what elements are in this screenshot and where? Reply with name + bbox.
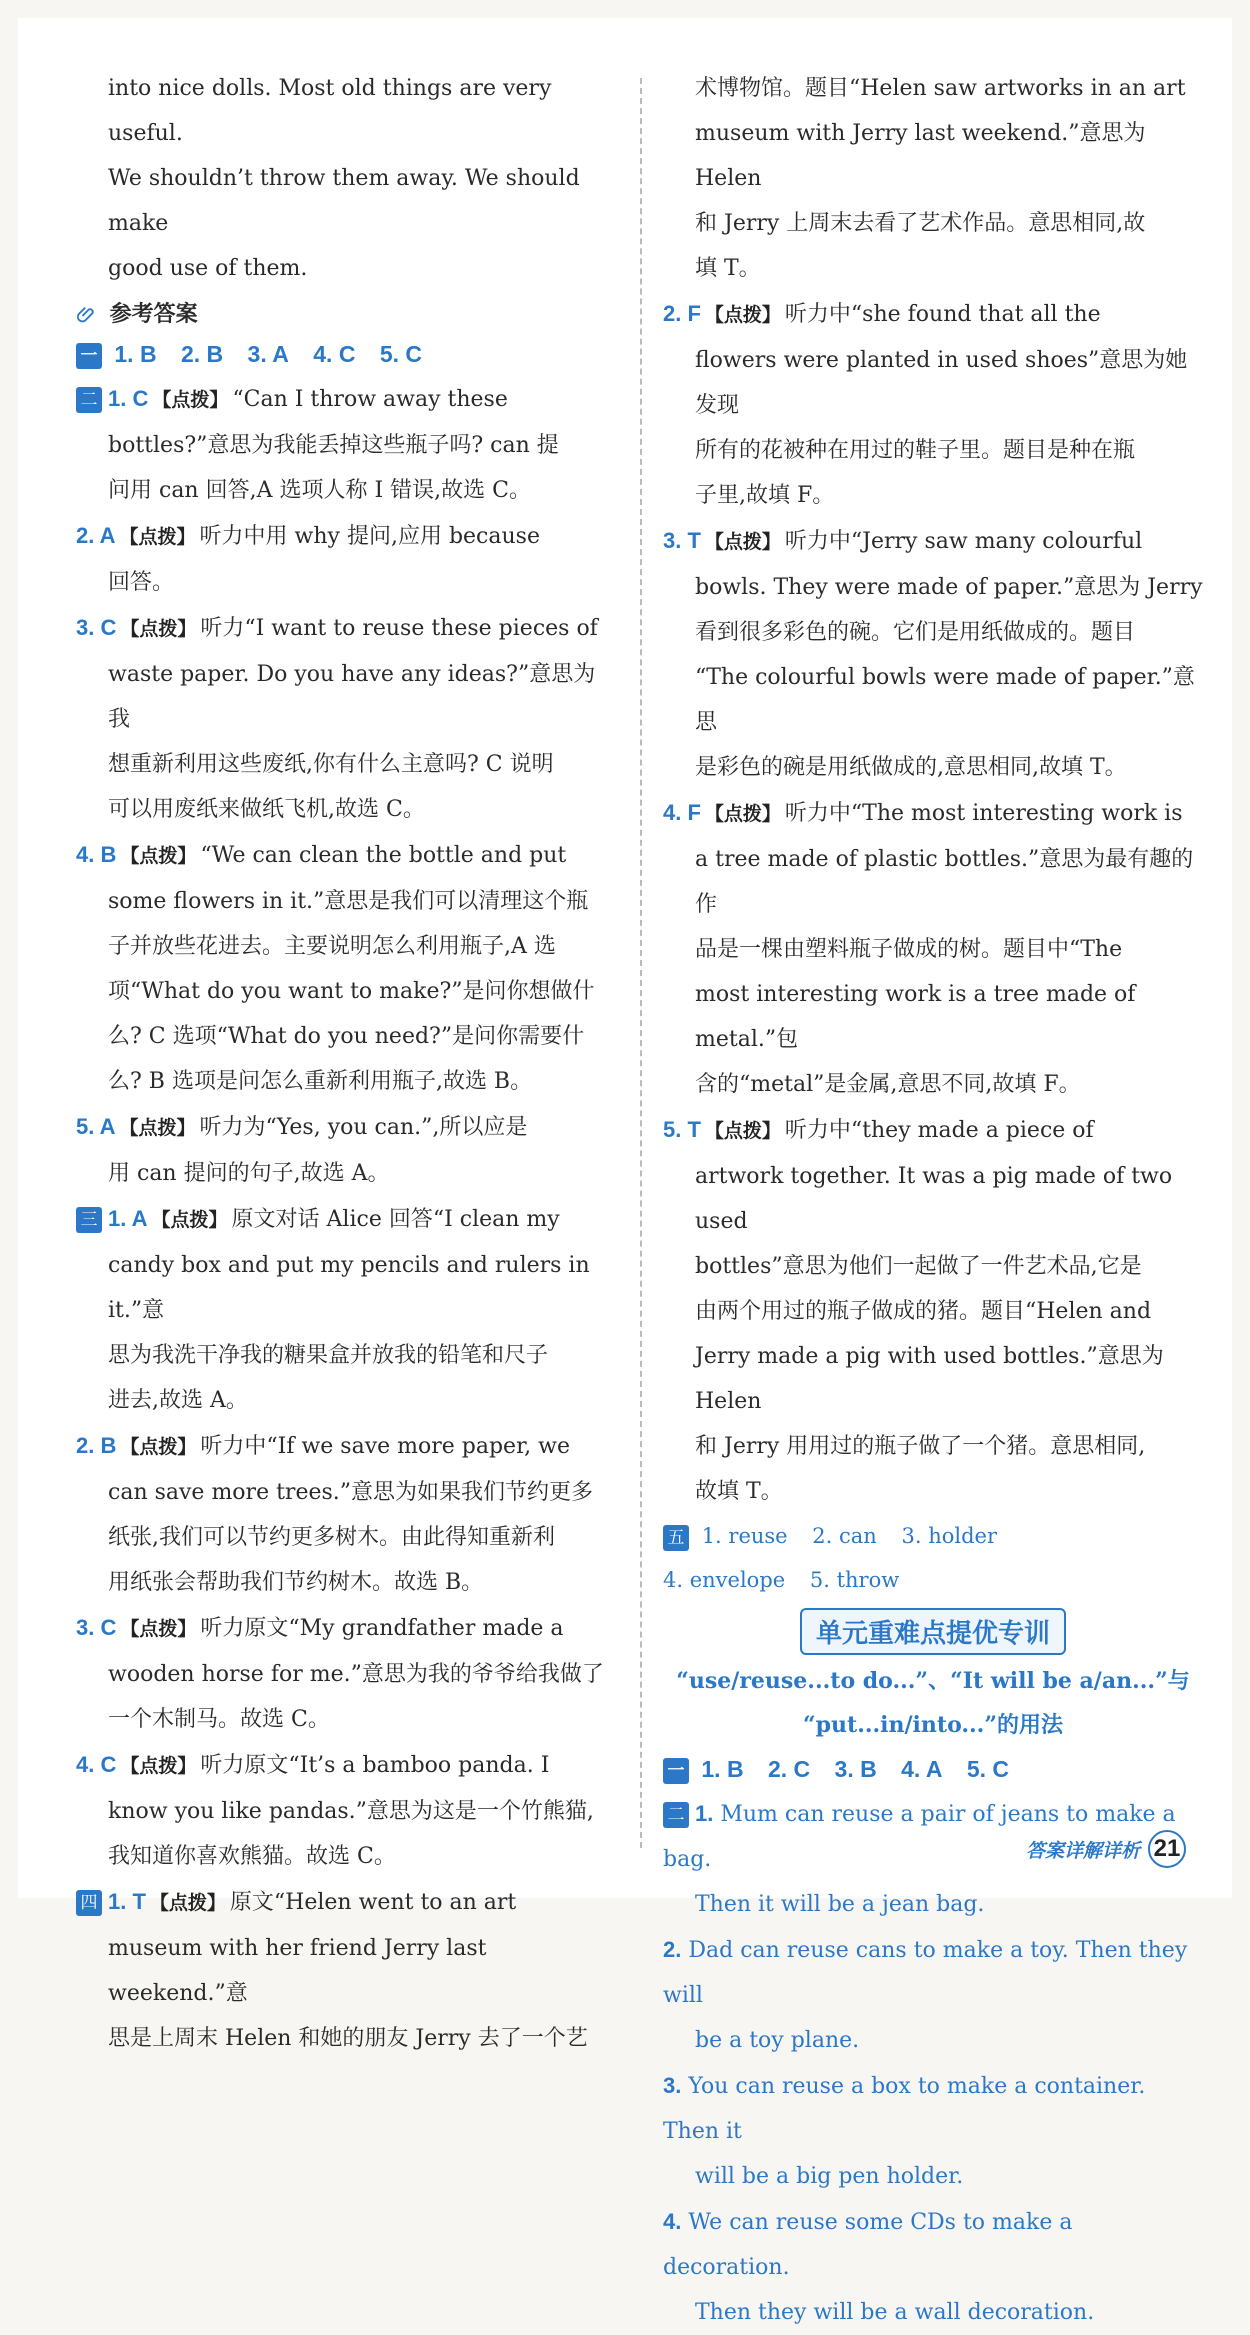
hint-tag: 【点拨】: [120, 1618, 197, 1640]
item-line: be a toy plane.: [695, 2028, 860, 2053]
item-line: can save more trees.”意思为如果我们节约更多: [108, 1480, 594, 1505]
item-number: 1. T: [108, 1889, 146, 1914]
special-training-title-text: 单元重难点提优专训: [800, 1608, 1066, 1655]
item-line: will be a big pen holder.: [695, 2164, 964, 2189]
item-line: 听力原文“It’s a bamboo panda. I: [200, 1753, 550, 1778]
hint-tag: 【点拨】: [152, 389, 229, 411]
item-line: wooden horse for me.”意思为我的爷爷给我做了: [108, 1662, 604, 1687]
item-line: 么? C 选项“What do you need?”是问你需要什: [108, 1024, 585, 1049]
item-line: bowls. They were made of paper.”意思为 Jerry: [695, 575, 1203, 600]
item-line: “We can clean the bottle and put: [200, 843, 567, 868]
item-line: 项“What do you want to make?”是问你想做什: [108, 979, 595, 1004]
answer: 2. B: [180, 341, 224, 367]
item-number: 1. C: [108, 386, 149, 411]
section-2: [76, 376, 616, 1196]
reference-answers-title: 参考答案: [109, 302, 198, 327]
special-training-title: [663, 1608, 1203, 1655]
answer: 1. reuse: [701, 1524, 788, 1548]
item-number: 4. C: [76, 1752, 117, 1777]
item-line: 听力中“If we save more paper, we: [200, 1434, 571, 1459]
item-line: You can reuse a box to make a container. Then it: [663, 2074, 1146, 2144]
paperclip-icon: [76, 304, 98, 326]
answer: 4. C: [313, 341, 356, 367]
reference-answers-heading: [76, 297, 616, 328]
item-line: 听力“I want to reuse these pieces of: [200, 616, 598, 641]
item-number: 3.: [663, 2073, 682, 2098]
section-badge: 一: [663, 1758, 689, 1784]
special-subtitle-line-2: “put...in/into...”的用法: [803, 1712, 1063, 1738]
answer: 1. B: [701, 1756, 744, 1782]
left-column: [76, 66, 616, 2061]
item-line: 想重新利用这些废纸,你有什么主意吗? C 说明: [108, 752, 554, 777]
answer: 3. A: [247, 341, 289, 367]
item-line: We can reuse some CDs to make a decoration.: [663, 2210, 1073, 2280]
item-line: some flowers in it.”意思是我们可以清理这个瓶: [108, 889, 589, 914]
item-number: 3. C: [76, 1615, 117, 1640]
item-line: “Can I throw away these: [232, 387, 508, 412]
item-line: 原文“Helen went to an art: [229, 1890, 517, 1915]
hint-tag: 【点拨】: [704, 803, 781, 825]
special-subtitle-line-1: “use/reuse...to do...”、“It will be a/an...”与: [676, 1668, 1190, 1694]
hint-tag: 【点拨】: [120, 1436, 197, 1458]
page: [18, 18, 1232, 2325]
item-line: candy box and put my pencils and rulers in it.”意: [108, 1253, 590, 1323]
answer: 3. B: [834, 1756, 877, 1782]
item-line: 填 T。: [695, 256, 761, 281]
item-line: 品是一棵由塑料瓶子做成的树。题目中“The: [695, 937, 1123, 962]
answer: 2. C: [767, 1756, 811, 1782]
item-number: 2. F: [663, 301, 701, 326]
item-line: Then they will be a wall decoration.: [695, 2300, 1095, 2325]
item-line: 问用 can 回答,A 选项人称 I 错误,故选 C。: [108, 478, 531, 503]
item-line: 用纸张会帮助我们节约树木。故选 B。: [108, 1570, 484, 1595]
item-line: Mum can reuse a pair of jeans to make a bag.: [663, 1802, 1176, 1872]
section-1-answers: [76, 332, 616, 376]
item-line: 子里,故填 F。: [695, 483, 835, 508]
item-line: 思是上周末 Helen 和她的朋友 Jerry 去了一个艺: [108, 2026, 588, 2051]
item-line: 和 Jerry 用用过的瓶子做了一个猪。意思相同,: [695, 1434, 1146, 1459]
answer: 2. can: [812, 1524, 877, 1548]
answer: 5. throw: [809, 1568, 900, 1592]
footer-label: 答案详解详析: [1025, 1839, 1140, 1862]
item-line: 所有的花被种在用过的鞋子里。题目是种在瓶: [695, 438, 1136, 463]
item-line: Then it will be a jean bag.: [695, 1892, 985, 1917]
item-line: museum with Jerry last weekend.”意思为 Helen: [695, 121, 1146, 191]
item-line: 由两个用过的瓶子做成的猪。题目“Helen and: [695, 1299, 1152, 1324]
hint-tag: 【点拨】: [119, 1117, 196, 1139]
intro-line: into nice dolls. Most old things are very useful.: [108, 76, 552, 146]
item-line: a tree made of plastic bottles.”意思为最有趣的作: [695, 847, 1194, 917]
item-line: Jerry made a pig with used bottles.”意思为 Helen: [695, 1344, 1164, 1414]
item-line: 听力中“The most interesting work is: [784, 801, 1183, 826]
section-4: [76, 1879, 616, 2061]
right-column: [663, 66, 1203, 2335]
section-5-answers: [663, 1514, 1203, 1558]
item-line: know you like pandas.”意思为这是一个竹熊猫,: [108, 1799, 594, 1824]
hint-tag: 【点拨】: [119, 526, 196, 548]
answer: 4. envelope: [663, 1568, 786, 1592]
item-line: 听力原文“My grandfather made a: [200, 1616, 564, 1641]
item-line: 术博物馆。题目“Helen saw artworks in an art: [695, 76, 1186, 101]
answer: 4. A: [901, 1756, 943, 1782]
hint-tag: 【点拨】: [120, 1755, 197, 1777]
item-number: 2. B: [76, 1433, 117, 1458]
item-line: 听力中用 why 提问,应用 because: [199, 524, 540, 549]
item-number: 3. C: [76, 615, 117, 640]
answer: 5. C: [966, 1756, 1010, 1782]
item-line: 看到很多彩色的碗。它们是用纸做成的。题目: [695, 620, 1136, 645]
answer: 5. C: [379, 341, 423, 367]
section-badge: 三: [76, 1207, 102, 1233]
hint-tag: 【点拨】: [704, 1120, 781, 1142]
item-line: 原文对话 Alice 回答“I clean my: [231, 1207, 560, 1232]
item-number: 2. A: [76, 523, 116, 548]
item-line: 听力为“Yes, you can.”,所以应是: [199, 1115, 528, 1140]
item-line: 回答。: [108, 570, 175, 595]
special-section-1-answers: [663, 1747, 1203, 1791]
item-line: flowers were planted in used shoes”意思为她发现: [695, 348, 1188, 418]
item-line: bottles?”意思为我能丢掉这些瓶子吗? can 提: [108, 433, 559, 458]
item-line: 用 can 提问的句子,故选 A。: [108, 1161, 390, 1186]
section-badge: 二: [76, 387, 102, 413]
section-5-answers-row2: [663, 1558, 1203, 1602]
item-line: 我知道你喜欢熊猫。故选 C。: [108, 1844, 396, 1869]
item-line: “The colourful bowls were made of paper.”意思: [695, 665, 1195, 735]
item-number: 2.: [663, 1937, 682, 1962]
hint-tag: 【点拨】: [149, 1892, 226, 1914]
item-line: 听力中“she found that all the: [784, 302, 1101, 327]
item-number: 4. B: [76, 842, 117, 867]
item-line: 纸张,我们可以节约更多树木。由此得知重新利: [108, 1525, 555, 1550]
item-number: 3. T: [663, 528, 701, 553]
hint-tag: 【点拨】: [120, 618, 197, 640]
item-line: 么? B 选项是问怎么重新利用瓶子,故选 B。: [108, 1069, 533, 1094]
item-line: artwork together. It was a pig made of two used: [695, 1164, 1173, 1234]
item-line: 子并放些花进去。主要说明怎么利用瓶子,A 选: [108, 934, 556, 959]
item-line: 思为我洗干净我的糖果盒并放我的铅笔和尺子: [108, 1343, 549, 1368]
hint-tag: 【点拨】: [704, 531, 781, 553]
item-line: 听力中“they made a piece of: [784, 1118, 1094, 1143]
hint-tag: 【点拨】: [151, 1209, 228, 1231]
item-line: 故填 T。: [695, 1479, 783, 1504]
special-section-2: [663, 1791, 1203, 2335]
item-number: 5. T: [663, 1117, 701, 1142]
section-badge: 四: [76, 1890, 102, 1916]
item-line: museum with her friend Jerry last weekend.”意: [108, 1936, 487, 2006]
answer: 3. holder: [901, 1524, 998, 1548]
answer: 1. B: [114, 341, 157, 367]
item-line: Dad can reuse cans to make a toy. Then they will: [663, 1938, 1188, 2008]
item-line: bottles”意思为他们一起做了一件艺术品,它是: [695, 1254, 1142, 1279]
section-badge: 二: [663, 1802, 689, 1828]
item-line: 听力中“Jerry saw many colourful: [784, 529, 1143, 554]
item-line: 可以用废纸来做纸飞机,故选 C。: [108, 797, 425, 822]
section-badge: 五: [663, 1525, 689, 1551]
item-line: most interesting work is a tree made of metal.”包: [695, 982, 1136, 1052]
intro-line: good use of them.: [108, 256, 308, 281]
item-line: 和 Jerry 上周末去看了艺术作品。意思相同,故: [695, 211, 1146, 236]
item-number: 5. A: [76, 1114, 116, 1139]
item-line: waste paper. Do you have any ideas?”意思为我: [108, 662, 596, 732]
item-line: 一个木制马。故选 C。: [108, 1707, 330, 1732]
page-number: 21: [1148, 1830, 1186, 1868]
hint-tag: 【点拨】: [704, 304, 781, 326]
column-divider: [640, 78, 642, 1848]
item-number: 1.: [695, 1801, 714, 1826]
section-badge: 一: [76, 343, 102, 369]
item-line: 含的“metal”是金属,意思不同,故填 F。: [695, 1072, 1081, 1097]
item-number: 4.: [663, 2209, 682, 2234]
section-3: [76, 1196, 616, 1879]
item-number: 4. F: [663, 800, 701, 825]
item-line: 进去,故选 A。: [108, 1388, 248, 1413]
hint-tag: 【点拨】: [120, 845, 197, 867]
intro-line: We shouldn’t throw them away. We should make: [108, 166, 580, 236]
item-line: 是彩色的碗是用纸做成的,意思相同,故填 T。: [695, 755, 1127, 780]
page-footer: [1026, 1830, 1186, 1868]
item-number: 1. A: [108, 1206, 148, 1231]
